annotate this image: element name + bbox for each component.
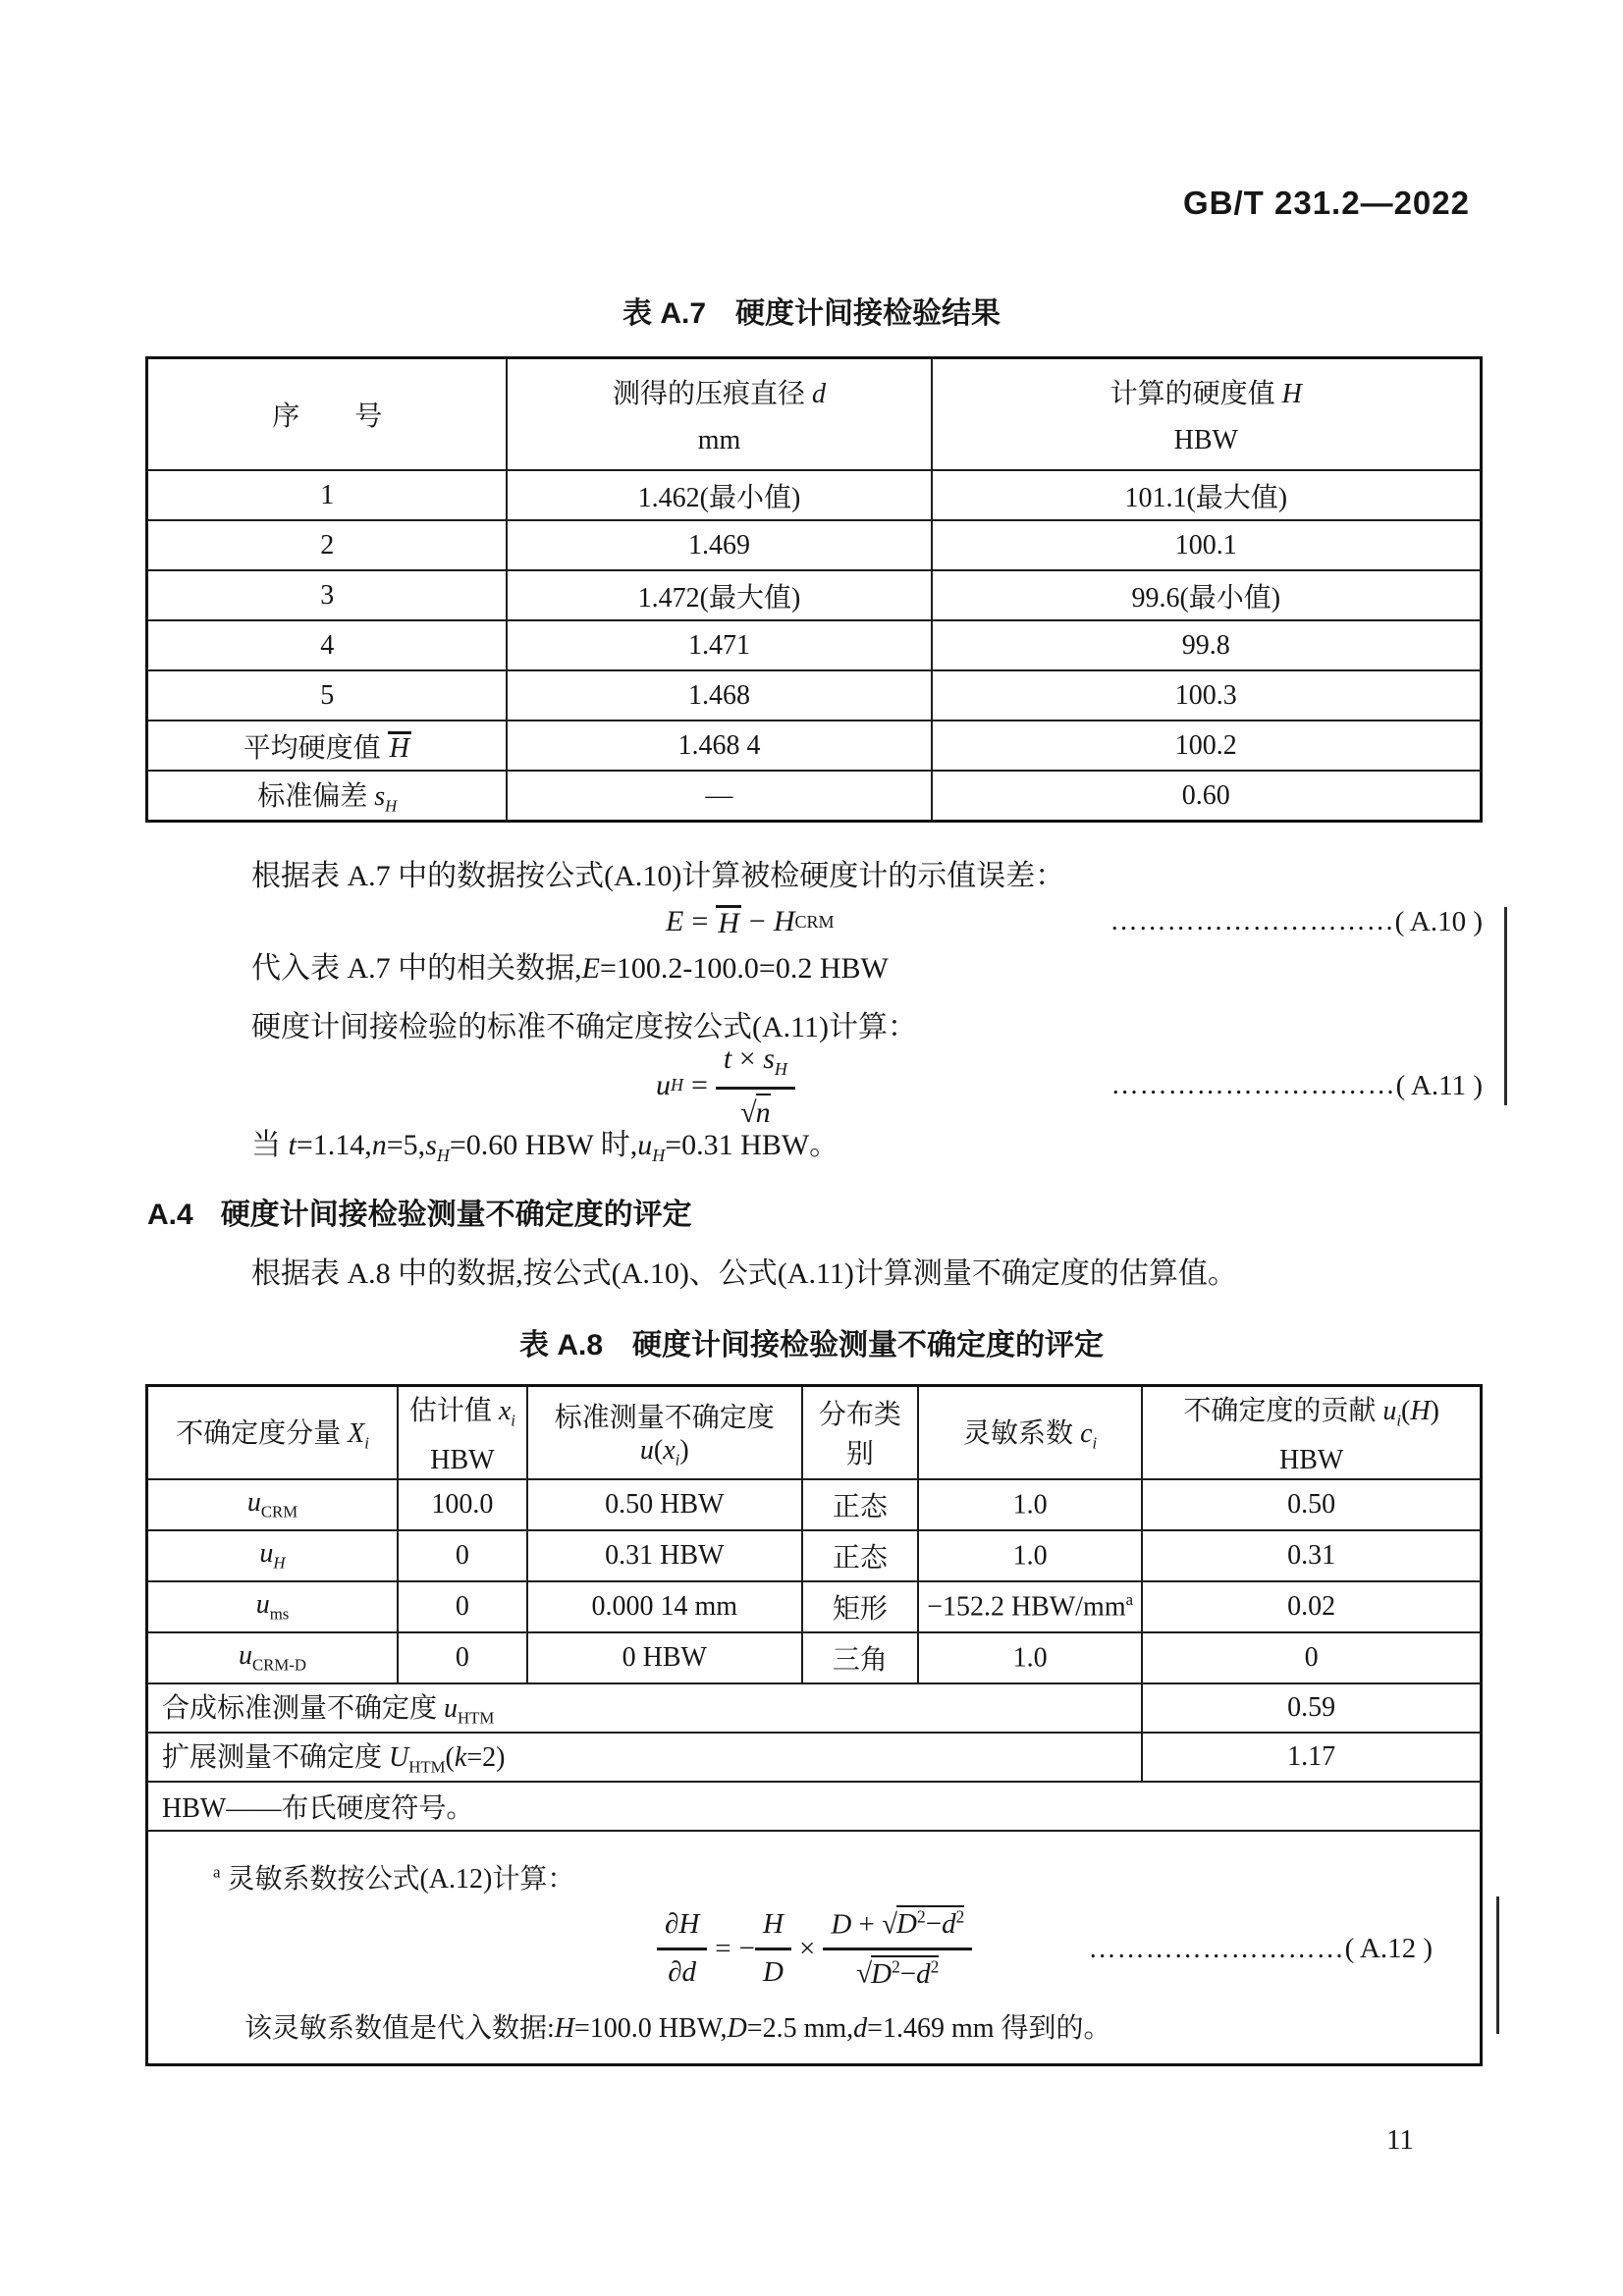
col-header-estimate: 估计值 $x_i$ HBW [398, 1386, 527, 1479]
table-footnote [147, 1831, 1482, 2065]
formula-a12 [148, 1908, 1440, 1991]
cell-index: 4 [147, 620, 508, 670]
col-header-index: 序 号 [147, 358, 508, 471]
cell-contribution: 0.02 [1142, 1581, 1481, 1632]
equation-number-a11: ………………………… ( A.11 ) [1110, 1069, 1483, 1101]
table-row-ucrm [147, 1479, 1482, 1530]
cell-contribution: 0 [1142, 1632, 1481, 1683]
cell-symbol: $u_{CRM-D}$ [147, 1632, 398, 1683]
cell-hardness: 101.1(最大值) [932, 470, 1482, 520]
table-footnote-row [147, 1831, 1482, 2065]
table-a7 [145, 356, 1483, 823]
cell-diameter: 1.468 [507, 670, 931, 721]
cell-symbol: $u_{ms}$ [147, 1581, 398, 1632]
equation-a12: $\frac{\partial H}{\partial d}$ = − $\frac{H}{D}$ × $\frac{D + √D^2-d^2}{√D^2-d^2}$ [657, 1908, 972, 1991]
cell-estimate: 0 [398, 1632, 527, 1683]
equation-number-a10: ………………………… ( A.10 ) [1109, 905, 1483, 937]
cell-sd-label: 标准偏差 $s_H$ [147, 771, 508, 822]
cell-distribution: 矩形 [802, 1581, 918, 1632]
expanded-uncertainty-value: 1.17 [1142, 1733, 1481, 1782]
col-header-distribution: 分布类别 [802, 1386, 918, 1479]
cell-sensitivity: 1.0 [918, 1479, 1142, 1530]
paragraph: 代入表 A.7 中的相关数据,E=100.2-100.0=0.2 HBW [251, 952, 889, 985]
cell-contribution: 0.50 [1142, 1479, 1481, 1530]
cell-symbol: $u_H$ [147, 1530, 398, 1581]
revision-bar [1504, 907, 1507, 1105]
equation-a11: u H = $\frac{t \times s_H}{√n}$ [656, 1042, 795, 1129]
cell-diameter: 1.471 [507, 620, 931, 670]
cell-mean-label: 平均硬度值 H [147, 721, 508, 771]
col-header-std-uncertainty: 标准测量不确定度 $u(x_i)$ [527, 1386, 802, 1479]
cell-std-uncertainty: 0.000 14 mm [527, 1581, 802, 1632]
equation-a10: E = H − H CRM [666, 905, 835, 939]
cell-sensitivity: −152.2 HBW/$mm^a$ [918, 1581, 1142, 1632]
table-row-combined-uncertainty [147, 1683, 1482, 1733]
table-row [147, 670, 1482, 721]
table-row [147, 570, 1482, 620]
cell-distribution: 正态 [802, 1530, 918, 1581]
table-row-mean [147, 721, 1482, 771]
table-row [147, 620, 1482, 670]
table-a8-caption: 表 A.8 硬度计间接检验测量不确定度的评定 [518, 1329, 1105, 1362]
table-a8-header-row [147, 1386, 1482, 1479]
cell-index: 5 [147, 670, 508, 721]
table-note-row [147, 1782, 1482, 1831]
paragraph: 当 $t=1.14,n=5,s_H=0.60$ HBW 时$,u_H=0.31$ HBW。 [251, 1129, 839, 1165]
footnote-substitution-text: 该灵敏系数值是代入数据:H=100.0 HBW,D=2.5 mm,d=1.469 mm 得到的。 [244, 2012, 1111, 2044]
expanded-uncertainty-label: 扩展测量不确定度 $U_{HTM}(k=2)$ [147, 1733, 1143, 1782]
cell-index: 1 [147, 470, 508, 520]
standard-number: GB/T 231.2—2022 [1183, 185, 1470, 221]
formula-a11 [145, 1037, 1483, 1135]
table-row-expanded-uncertainty [147, 1733, 1482, 1782]
table-row-ucrm-d [147, 1632, 1482, 1683]
table-row [147, 470, 1482, 520]
paragraph: 根据表 A.8 中的数据,按公式(A.10)、公式(A.11)计算测量不确定度的估算值。 [251, 1257, 1237, 1290]
cell-symbol: $u_{CRM}$ [147, 1479, 398, 1530]
cell-distribution: 三角 [802, 1632, 918, 1683]
paragraph: 根据表 A.7 中的数据按公式(A.10)计算被检硬度计的示值误差： [251, 860, 1065, 892]
cell-contribution: 0.31 [1142, 1530, 1481, 1581]
combined-uncertainty-value: 0.59 [1142, 1683, 1481, 1733]
page-number: 11 [1386, 2124, 1414, 2156]
table-a7-header-row [147, 358, 1482, 471]
col-header-component: 不确定度分量 $X_i$ [147, 1386, 398, 1479]
cell-hardness: 0.60 [932, 771, 1482, 822]
formula-a10 [145, 899, 1483, 944]
cell-std-uncertainty: 0 HBW [527, 1632, 802, 1683]
cell-distribution: 正态 [802, 1479, 918, 1530]
combined-uncertainty-label: 合成标准测量不确定度 $u_{HTM}$ [147, 1683, 1143, 1733]
table-row-ums [147, 1581, 1482, 1632]
section-heading-a4: A.4 硬度计间接检验测量不确定度的评定 [147, 1199, 692, 1231]
cell-sensitivity: 1.0 [918, 1632, 1142, 1683]
cell-hardness: 99.8 [932, 620, 1482, 670]
cell-hardness: 100.1 [932, 520, 1482, 570]
table-row-uh [147, 1530, 1482, 1581]
cell-diameter: 1.468 4 [507, 721, 931, 771]
revision-bar [1496, 1896, 1499, 2034]
cell-hardness: 100.2 [932, 721, 1482, 771]
paragraph: 硬度计间接检验的标准不确定度按公式(A.11)计算： [251, 1011, 918, 1043]
table-a8 [145, 1384, 1483, 2066]
cell-diameter: — [507, 771, 931, 822]
cell-index: 2 [147, 520, 508, 570]
cell-hardness: 100.3 [932, 670, 1482, 721]
cell-std-uncertainty: 0.50 HBW [527, 1479, 802, 1530]
col-header-contribution: 不确定度的贡献 $u_i(H)$ HBW [1142, 1386, 1481, 1479]
table-row-stddev [147, 771, 1482, 822]
col-header-sensitivity: 灵敏系数 $c_i$ [918, 1386, 1142, 1479]
cell-hardness: 99.6(最小值) [932, 570, 1482, 620]
cell-sensitivity: 1.0 [918, 1530, 1142, 1581]
cell-index: 3 [147, 570, 508, 620]
cell-estimate: 0 [398, 1581, 527, 1632]
cell-estimate: 0 [398, 1530, 527, 1581]
cell-estimate: 100.0 [398, 1479, 527, 1530]
col-header-hardness: 计算的硬度值 H HBW [932, 358, 1482, 471]
cell-diameter: 1.469 [507, 520, 931, 570]
table-a7-caption: 表 A.7 硬度计间接检验结果 [622, 297, 1001, 330]
cell-diameter: 1.462(最小值) [507, 470, 931, 520]
col-header-diameter: 测得的压痕直径 d mm [507, 358, 931, 471]
cell-std-uncertainty: 0.31 HBW [527, 1530, 802, 1581]
table-note: HBW——布氏硬度符号。 [147, 1782, 1482, 1831]
equation-number-a12: ……………………… ( A.12 ) [1088, 1933, 1433, 1965]
table-row [147, 520, 1482, 570]
cell-diameter: 1.472(最大值) [507, 570, 931, 620]
footnote-text: $^a$ 灵敏系数按公式(A.12)计算： [213, 1862, 575, 1895]
